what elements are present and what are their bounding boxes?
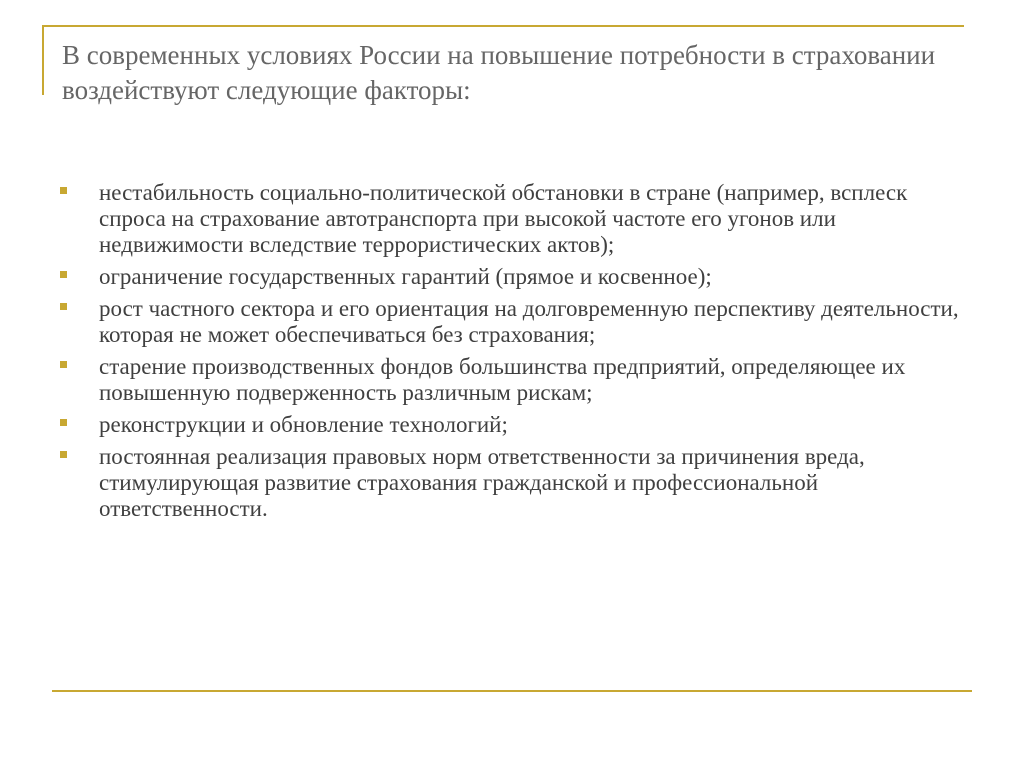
list-item-text: нестабильность социально-политической обстановки в стране (например, всплеск спроса на страхование автотранспорта при высокой частоте его угонов или недвижимости вследствие террористических актов); (99, 180, 908, 257)
list-item-text: рост частного сектора и его ориентация на долговременную перспективу деятельности, которая не может обеспечиваться без страхования; (99, 296, 959, 347)
square-bullet-icon (60, 303, 67, 310)
factor-list (60, 180, 960, 528)
list-item-text: старение производственных фондов большинства предприятий, определяющее их повышенную подверженность различным рискам; (99, 354, 906, 405)
list-item-text: постоянная реализация правовых норм ответственности за причинения вреда, стимулирующая развитие страхования гражданской и профессиональной ответственности. (99, 444, 865, 521)
square-bullet-icon (60, 451, 67, 458)
list-item (60, 412, 960, 438)
list-item (60, 296, 960, 348)
top-divider (42, 25, 964, 27)
list-item (60, 354, 960, 406)
list-item (60, 264, 960, 290)
left-accent-bar (42, 25, 44, 95)
square-bullet-icon (60, 187, 67, 194)
slide-title: В современных условиях России на повышение потребности в страховании воздействуют следующие факторы: (62, 40, 936, 105)
list-item (60, 180, 960, 258)
list-item-text: реконструкции и обновление технологий; (99, 412, 508, 437)
square-bullet-icon (60, 419, 67, 426)
bottom-divider (52, 690, 972, 692)
square-bullet-icon (60, 271, 67, 278)
list-item-text: ограничение государственных гарантий (прямое и косвенное); (99, 264, 712, 289)
square-bullet-icon (60, 361, 67, 368)
list-item (60, 444, 960, 522)
